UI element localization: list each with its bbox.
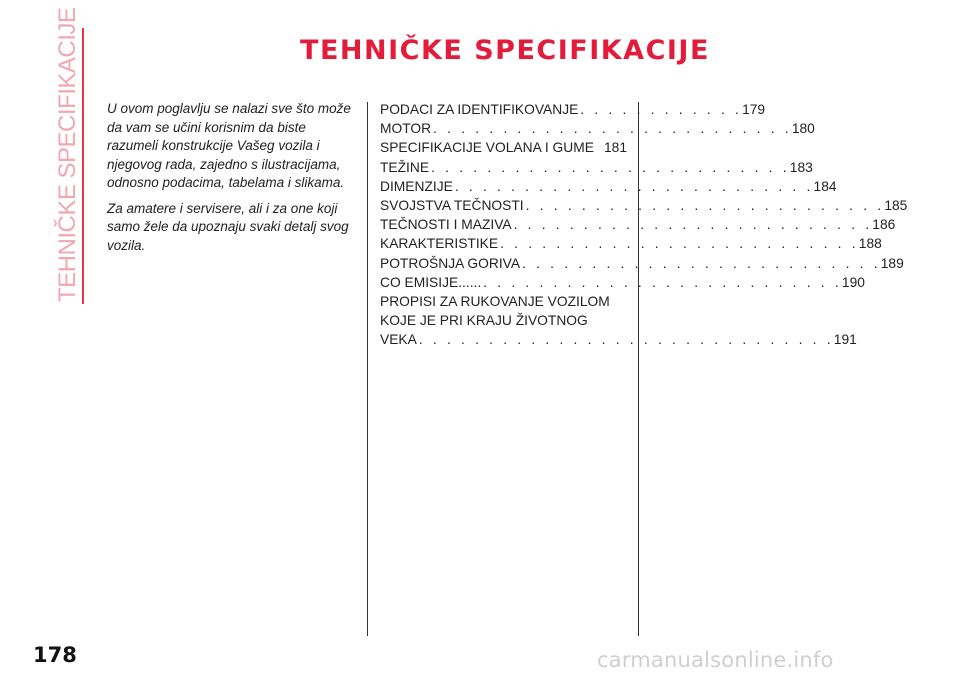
toc-leader: . . . . . . . . . . . . . . . . . . . . . . . . . . <box>500 236 859 252</box>
toc-page-number: 189 <box>880 255 904 271</box>
toc-page-number: 184 <box>813 178 837 194</box>
toc-entry-title: POTROŠNJA GORIVA <box>380 255 521 271</box>
toc-entry-title-line: KOJE JE PRI KRAJU ŽIVOTNOG <box>380 313 588 329</box>
toc-entry[interactable] <box>380 100 766 119</box>
toc-entry[interactable] <box>380 292 857 350</box>
toc-leader: . . . . . . . . . . . . . . . . . . . . . . . . . . . . . . <box>418 332 834 348</box>
toc-entry[interactable] <box>380 215 896 234</box>
toc-entry-title: TEČNOSTI I MAZIVA <box>380 217 512 233</box>
page-number: 178 <box>33 643 77 667</box>
side-chapter-title: TEHNIČKE SPECIFIKACIJE <box>54 7 81 302</box>
toc-page-number: 181 <box>603 140 627 156</box>
toc-entry-title-line: PROPISI ZA RUKOVANJE VOZILOM <box>380 294 610 310</box>
toc-entry[interactable] <box>380 158 813 177</box>
toc-entry-title: DIMENZIJE <box>380 178 453 194</box>
chapter-title: TEHNIČKE SPECIFIKACIJE <box>300 35 710 66</box>
toc-leader: . . . . . . . . . . . . . . . . . . . . . . . . . . <box>522 255 881 271</box>
toc-leader <box>594 138 604 157</box>
toc-entry[interactable] <box>380 234 882 253</box>
toc-leader: . . . . . . . . . . . . . . . . . . . . . . . . . . <box>433 121 792 137</box>
toc-entry-title: KARAKTERISTIKE <box>380 236 499 252</box>
toc-leader: . . . . . . . . . . . . <box>580 102 743 117</box>
toc-page-number: 186 <box>872 217 896 233</box>
toc-page-number: 190 <box>841 274 865 290</box>
toc-entry-title: SVOJSTVA TEČNOSTI <box>380 198 524 214</box>
intro-text <box>107 100 357 262</box>
toc-entry-title: PODACI ZA IDENTIFIKOVANJE <box>380 102 579 117</box>
toc-page-number: 191 <box>833 332 857 348</box>
toc-page-number: 188 <box>858 236 882 252</box>
toc-entry[interactable] <box>380 119 815 138</box>
toc-leader: . . . . . . . . . . . . . . . . . . . . . . . . . . <box>454 178 814 194</box>
toc-entry[interactable] <box>380 254 904 273</box>
toc-entry-title: VEKA <box>380 332 417 348</box>
toc-leader: . . . . . . . . . . . . . . . . . . . . . . . . . . <box>513 217 873 233</box>
watermark: carmanualsonline.info <box>597 648 834 672</box>
toc-page-number: 185 <box>884 198 908 214</box>
toc-entry-title: SPECIFIKACIJE VOLANA I GUME <box>380 140 594 156</box>
toc-entry-title: CO EMISIJE...... <box>380 274 482 290</box>
toc-entry-title: TEŽINE <box>380 159 430 175</box>
toc-entry[interactable] <box>380 273 865 292</box>
intro-paragraph: U ovom poglavlju se nalazi sve što može da vam se učini korisnim da biste razumeli konstrukcije Vašeg vozila i njegovog rada, zajedno s ilustracijama, odnosno podacima, tabelama i slikama. <box>107 101 351 190</box>
side-accent-line <box>82 28 84 304</box>
toc-page-number: 183 <box>789 159 813 175</box>
toc-leader: . . . . . . . . . . . . . . . . . . . . . . . . . . <box>483 274 842 290</box>
toc-entry[interactable] <box>380 196 908 215</box>
toc-entry[interactable] <box>380 138 627 157</box>
intro-paragraph: Za amatere i servisere, ali i za one koji samo žele da upoznaju svaki detalj svog vozila. <box>107 200 349 253</box>
table-of-contents <box>380 100 908 350</box>
toc-page-number: 179 <box>742 102 766 117</box>
toc-entry-title: MOTOR <box>380 121 432 137</box>
column-divider <box>367 102 368 636</box>
toc-page-number: 180 <box>791 121 815 137</box>
toc-leader: . . . . . . . . . . . . . . . . . . . . . . . . . . <box>525 198 885 214</box>
toc-leader: . . . . . . . . . . . . . . . . . . . . . . . . . . <box>431 159 790 175</box>
toc-entry[interactable] <box>380 177 837 196</box>
toc-entry-last-line <box>380 330 857 349</box>
